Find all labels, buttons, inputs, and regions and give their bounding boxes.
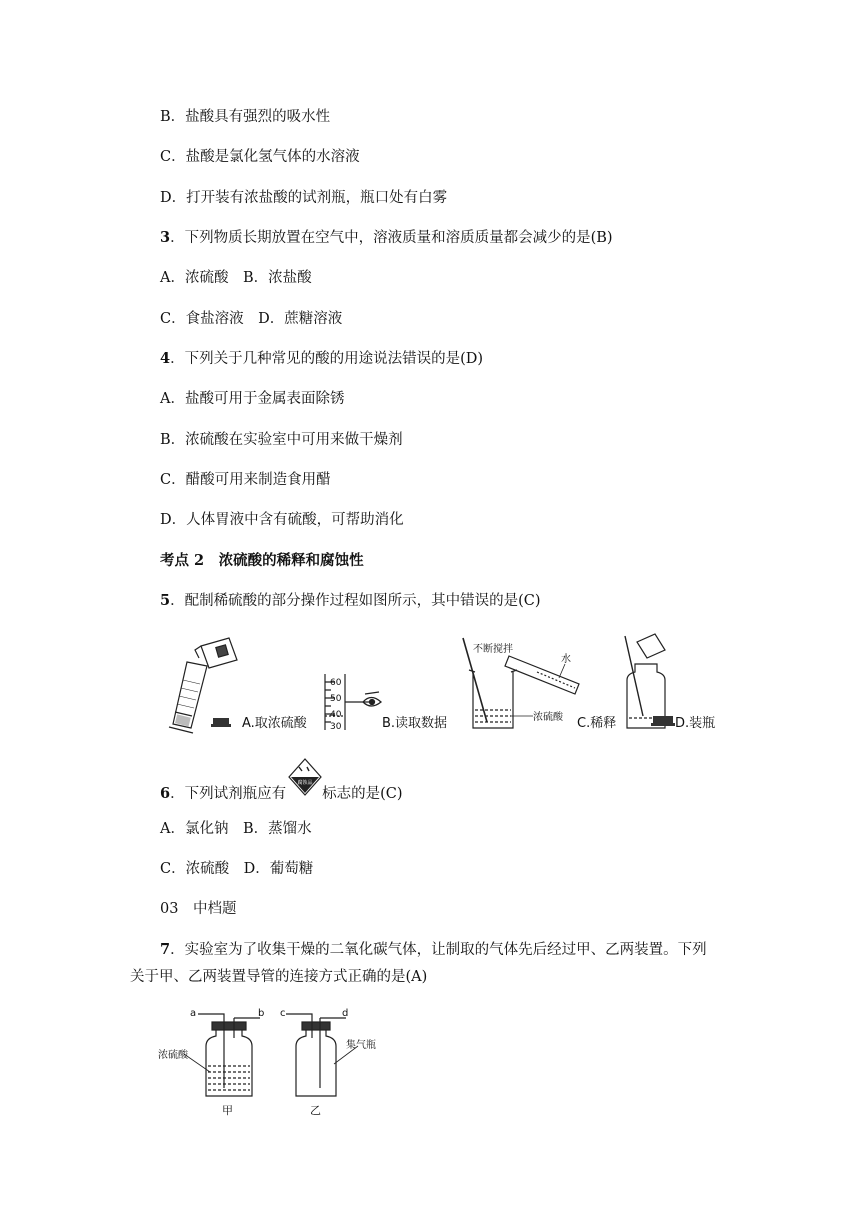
scale-40: 40 (330, 710, 342, 720)
question-number: 3 (160, 229, 171, 246)
question-6 (160, 778, 403, 804)
option-a-label: A.取浓硫酸 (242, 716, 307, 731)
option-b-label: B.读取数据 (382, 716, 448, 731)
stir-label: 不断搅拌 (473, 644, 513, 655)
reagent-bottle-icon (195, 638, 237, 668)
question-text: ．下列关于几种常见的酸的用途说法错误的是(D) (170, 351, 484, 367)
graduated-cylinder-icon (169, 662, 207, 733)
q3-options-ab: A．浓硫酸 B．浓盐酸 (160, 270, 312, 286)
q2-option-b: B．盐酸具有强烈的吸水性 (160, 109, 331, 125)
beaker-icon (469, 670, 517, 728)
acid-label: 浓硫酸 (533, 712, 563, 723)
question-4 (160, 349, 483, 369)
q4-option-b: B．浓硫酸在实验室中可用来做干燥剂 (160, 432, 403, 448)
q5-figure (165, 632, 735, 744)
corrosive-hazard-icon (287, 757, 323, 797)
q7-figure (150, 1004, 390, 1120)
acid-label: 浓硫酸 (158, 1050, 188, 1061)
question-5 (160, 591, 541, 611)
question-7-cont: 关于甲、乙两装置导管的连接方式正确的是(A) (130, 969, 428, 985)
water-label: 水 (561, 654, 571, 665)
question-text: ．配制稀硫酸的部分操作过程如图所示，其中错误的是(C) (170, 593, 541, 609)
question-text: ．下列物质长期放置在空气中，溶液质量和溶质质量都会减少的是(B) (170, 230, 613, 246)
jia-label: 甲 (222, 1104, 233, 1117)
stopper-icon (653, 716, 673, 724)
question-number: 7 (160, 941, 171, 958)
q3-options-cd: C．食盐溶液 D．蔗糖溶液 (160, 311, 343, 327)
scale-50: 50 (330, 694, 342, 704)
collection-bottle-yi (286, 1014, 346, 1096)
question-text: ．实验室为了收集干燥的二氧化碳气体，让制取的气体先后经过甲、乙两装置。下列 (170, 942, 707, 958)
q4-option-d: D．人体胃液中含有硫酸，可帮助消化 (160, 512, 404, 528)
question-number: 6 (160, 785, 171, 802)
option-c-label: C.稀释 (577, 716, 617, 731)
q6-options-ab: A．氯化钠 B．蒸馏水 (160, 821, 312, 837)
scale-60: 60 (330, 678, 342, 688)
q4-option-a: A．盐酸可用于金属表面除锈 (160, 391, 345, 407)
wash-bottle-jia (198, 1014, 260, 1096)
tube-c-label: c (280, 1008, 286, 1019)
collector-label: 集气瓶 (346, 1040, 376, 1051)
tube-d-label: d (342, 1008, 349, 1019)
tube-a-label: a (190, 1008, 197, 1019)
question-3 (160, 228, 613, 248)
option-d-label: D.装瓶 (675, 716, 716, 731)
eye-icon (363, 692, 381, 706)
yi-label: 乙 (310, 1104, 321, 1117)
q6-options-cd: C．浓硫酸 D．葡萄糖 (160, 861, 314, 877)
question-7 (160, 940, 707, 960)
question-number: 5 (160, 592, 171, 609)
q4-option-c: C．醋酸可用来制造食用醋 (160, 472, 331, 488)
q2-option-d: D．打开装有浓盐酸的试剂瓶，瓶口处有白雾 (160, 190, 448, 206)
stopper-icon (213, 718, 229, 725)
question-text-post: 标志的是(C) (322, 786, 403, 802)
tube-b-label: b (258, 1008, 265, 1019)
question-number: 4 (160, 350, 171, 367)
q2-option-c: C．盐酸是氯化氢气体的水溶液 (160, 149, 360, 165)
hazard-label: 腐蚀品 (297, 780, 313, 786)
difficulty-level: 03 中档题 (160, 901, 237, 917)
scale-30: 30 (330, 722, 342, 732)
section-heading: 考点 2 浓硫酸的稀释和腐蚀性 (160, 552, 364, 569)
question-text-pre: ．下列试剂瓶应有 (170, 786, 287, 802)
bottle-icon (625, 634, 665, 728)
